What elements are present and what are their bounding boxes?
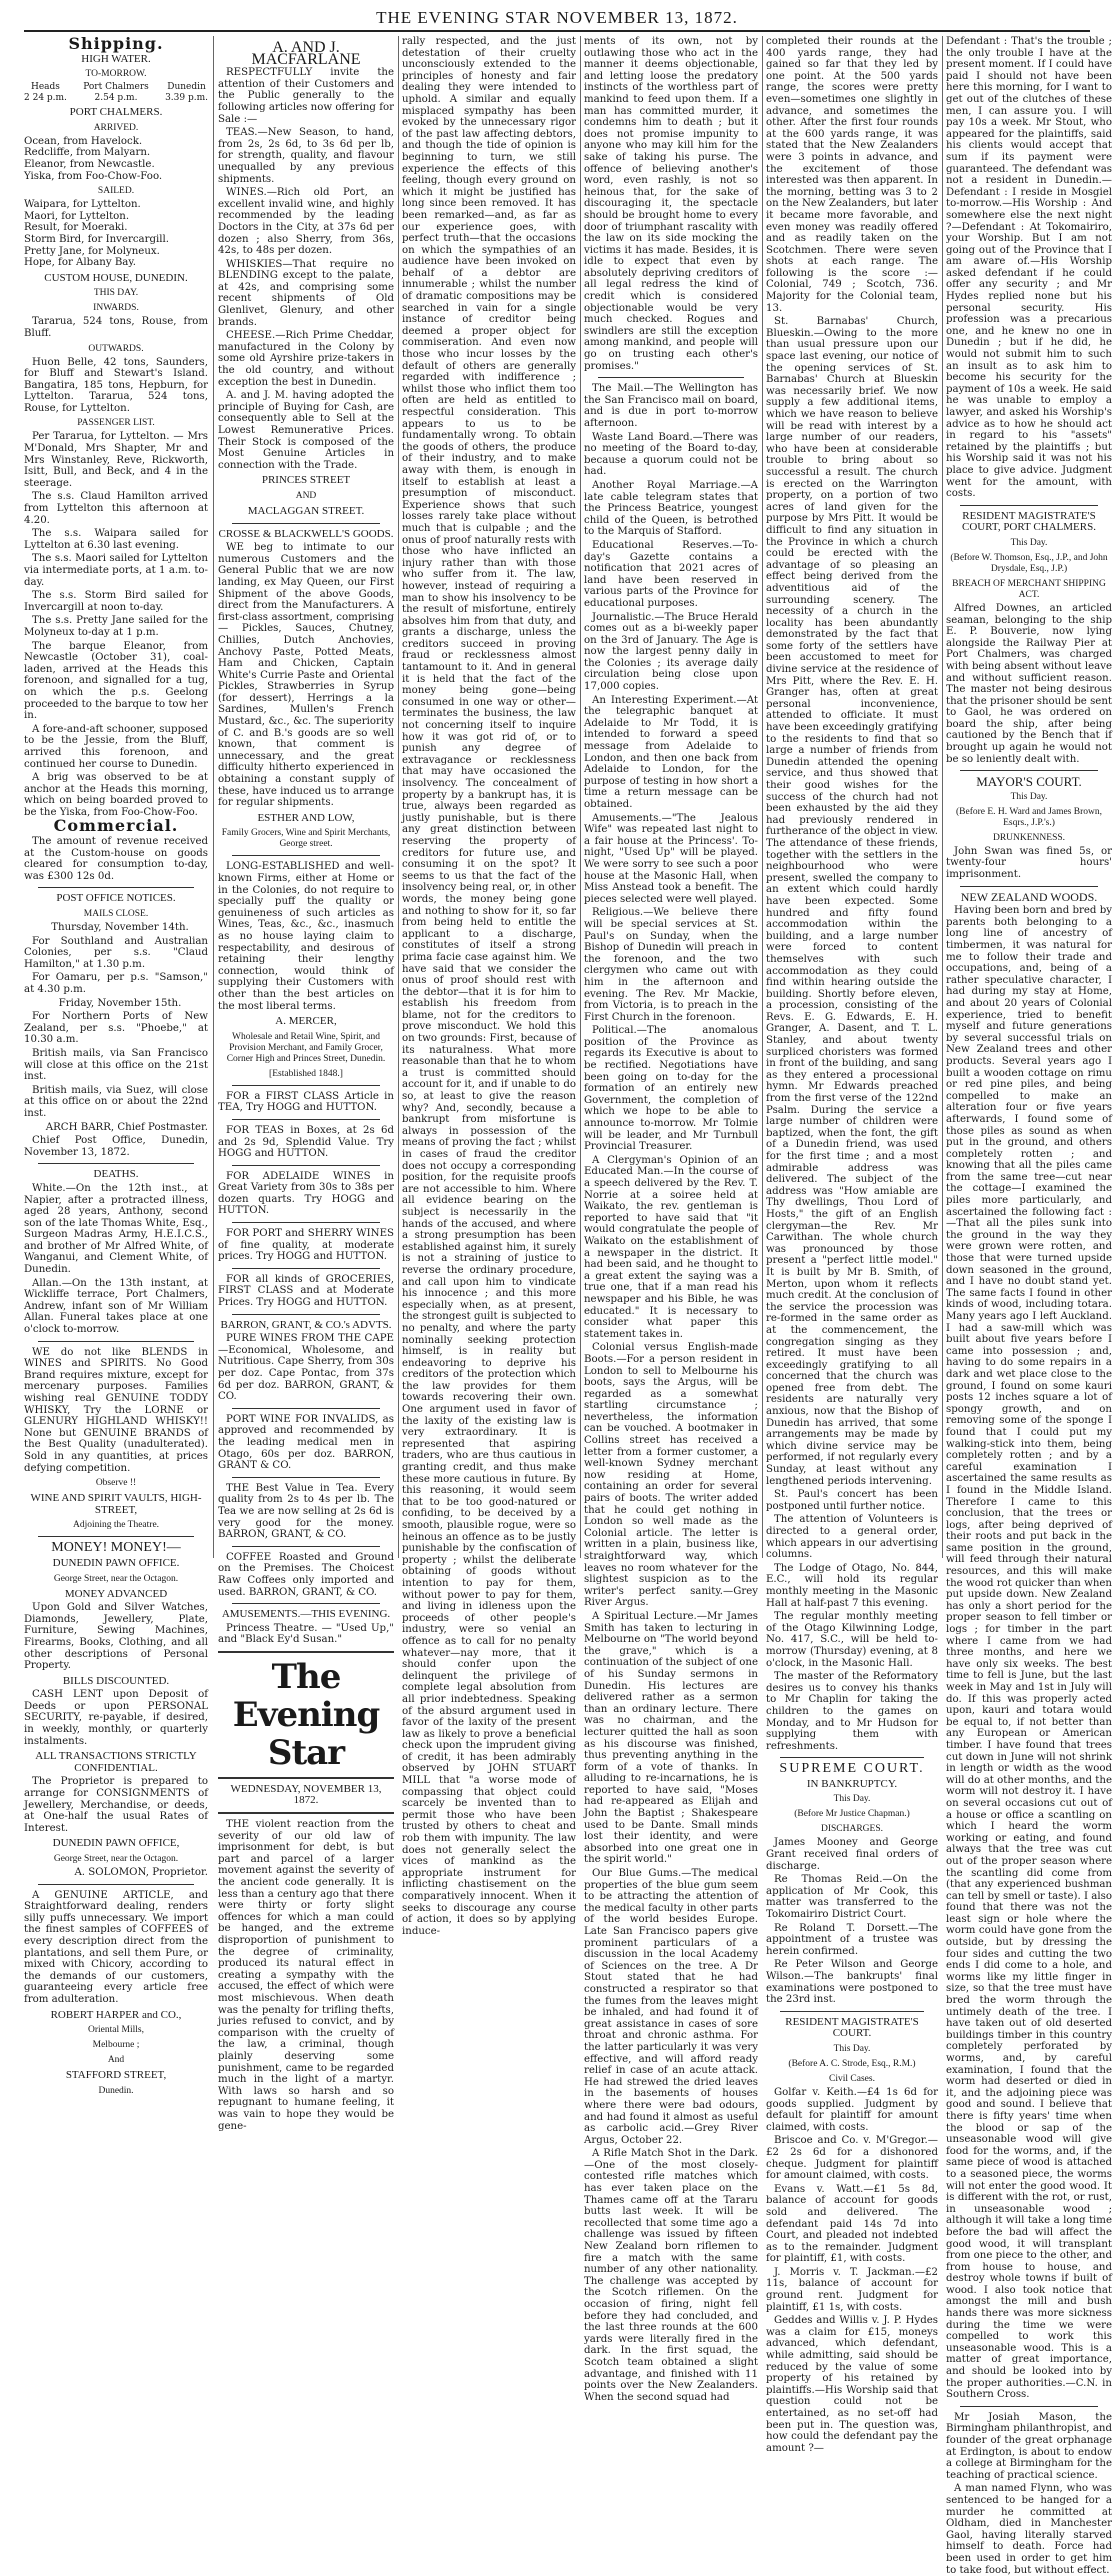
woods-text: Having been born and bred by parents both belonging to a long line of ancestry of timbermen, it was natural for me to follow their trade and occupations, and, being of a rather speculative character, I had during my stay at Home, and about 20 years of Colonial experience, tried to benefit myself and future generations by several successful trials on New Zealand trees and other products. Several years ago I built a wooden cottage on rimu or red pine piles, and being compelled to make an alteration four or five years afterwards, I found some of those piles as sound as when put in the ground, and others completely rotten ; and knowing that all the piles came from the same tree—cut near the cottage—I examined the piles more particularly, and ascertained the following fact :—That all the piles sunk into the ground in the way they were grown were rotten, and those that were turned upside down seasoned in the ground, and I have no doubt stand yet. The same facts I found in other kinds of wood, including totara. Many years ago I left Auckland. I had a saw-mill which was built about five years before I came into possession ; and, having to do some repairs in a dark and wet place close to the ground, I found on some kauri posts 12 inches square a lot of spongy growth, and on removing some of the sponge I found that I could put my walking-stick into them, being completely rotten ; and by a careful examination I ascertained the same results as I found in the Middle Island. Therefore I came to this conclusion, that the trees or logs, after being deprived of their roots and put back in the same position in the ground, will feed through their natural resources, and this will make the wood rot quicker than when put upside down. New Zealand has only a short period for the proper season to fell timber or logs ; for timber in the part where I came from we had three months, and here we have only six weeks. The best time to fell is June, but the last week in May and 1st in July will do. If this was properly acted upon, kauri and totara would be equal to, if not better than any European or American timber. I have found that trees cut down in June will not shrink in length or width as the wood will do at other months, and the worm will not destroy it. I have on several occasions cut out of a house or office a scantling on which I heard the worm working or eating, and found always that the tree was cut out of the proper season where the scantling did come from (that any experienced bushman can tell by smell or taste). I also found that there was not the least sign or hole where the worm could have gone from the outside, but by dressing the four sides and cutting the two ends I did come to a hole, and worms like my little finger in size, so that the tree must have bred the worm through the untimely death of the tree. I have taken out of old deserted buildings timber in this country completely perforated by worms, and, by careful examination, I found that the worm had deserted or died in it, and the adjoining piece was good and sound. I believe that there is fifty years' time when the blood or sap of the unseasonable wood will give food for the worms, and, if the same piece of wood is attached to a seasoned piece, the worms will not enter the good wood. It is different with the rot, or rust, in unseasonable wood ; although it will take a long time before the bad will affect the good wood, it will transplant from one piece to the other, and from house to house, and destroy whole towns if built of wood. I also took notice that amongst the mill and bush hands there was more sickness during the time we were compelled to work this unseasonable wood. This is a matter of great importance, and should be looked into by the proper authorities.—C.N. in Southern Cross. xyxy=(946,905,1113,2401)
barnabas-article: St. Barnabas' Church, Blueskin.—Owing to the more than usual pressure upon our space last evening, our notice of the opening services of St. Barnabas' Church at Blueskin was necessarily brief. We now supply a few additional items, which we have reason to believe will be read with interest by a large number of our readers, who have been at considerable trouble to bring about so successful a result. The church is erected on the Warrington property, on a portion of two acres of land given for the purpose by Mrs Pitt. It would be difficult to find any situation in the Province in which a church could be erected with the advantage of so pleasing an effect being derived from the adventitious aid of the surrounding scenery. The necessity of a church in the locality has been abundantly demonstrated by the fact that some forty of the settlers have been accustomed to meet for divine service at the residence of Mrs Pitt, where the Rev. E. H. Granger has, often at great personal inconvenience, attended to officiate. It must have been exceedingly gratifying to the residents to find that so large a number of friends from Dunedin attended the opening service, and thus showed that their good wishes for the success of the church had not been exhausted by the aid they had previously rendered in furtherance of the object in view. The attendance of these friends, together with the settlers in the neighbourhood who were present, swelled the company to an extent which could hardly have been expected. Some hundred and fifty found accommodation within the building, and a large number were forced to content themselves with such accommodation as they could find within hearing outside the building. Shortly before eleven, a procession, consisting of the Revs. E. G. Edwards, E. H. Granger, A. Dasent, and T. L. Stanley, and about twenty surpliced choristers was formed in front of the building, and sang as they entered a processional hymn. Mr Edwards preached from the first verse of the 122nd Psalm. During the service a large number of children were baptized, when the font, the gift of a Dunedin friend, was used for the first time ; and a most admirable address was delivered. The subject of the address was "How amiable are Thy dwellings, Thou Lord of Hosts," the gift of an English clergyman—the Rev. Mr Carwithan. The whole church was pronounced by those present a "perfect little model." It is built by Mr B. Smith, of Merton, upon whom it reflects much credit. At the conclusion of the service the procession was re-formed in the same order as at the commencement, the congregation singing as they retired. It must have been exceedingly gratifying to all concerned that the church was opened free from debt. The residents are naturally very anxious, now that the Bishop of Dunedin has arrived, that some arrangements may be made by which divine service may be performed, if not regularly every Sunday, at least without any lengthened periods intervening. xyxy=(766,316,938,1487)
shipping-note: A fore-and-aft schooner, supposed to be the Jessie, from the Bluff, arrived this forenoon, and continued her course to Dunedin. xyxy=(24,723,208,770)
macfarlane-outro: A. and J. M. having adopted the principle of Buying for Cash, are consequently able to Sell at the Lowest Remunerative Prices. Their Stock is composed of the Most Genuine Articles in connection with the Trade. xyxy=(218,390,394,471)
column-4 xyxy=(584,36,758,2403)
adjoining-label: Adjoining the Theatre. xyxy=(72,1520,160,1531)
divider xyxy=(232,1268,380,1269)
editorial-text: THE violent reaction from the severity of our old law of imprisonment for debt, is but part and parcel of a larger movement against the severity of the ancient code generally. It is less than a century ago that there were thirty or forty slight offences for which a man could be hanged, and the extreme disproportion of punishment to the degree of criminality, produced its natural effect in creating a sympathy with the accused, the effect of which were most mischievous. When death was the penalty for trifling thefts, juries refused to convict, and by comparison with the cruelty of the law, a criminal, though plainly deserving some punishment, came to be regarded much in the light of a martyr. With laws so harsh and so repugnant to humane feeling, it was vain to hope they would be gene- xyxy=(218,1819,394,2132)
list-item: Pretty Jane, for Molyneux. xyxy=(24,245,160,257)
divider xyxy=(232,1085,380,1086)
masthead: THE EVENING STAR NOVEMBER 13, 1872. xyxy=(376,8,738,27)
arrived-heading: ARRIVED. xyxy=(93,122,139,133)
melbourne-label: Melbourne ; xyxy=(92,2040,140,2051)
news-item: Colonial versus English-made Boots.—For a person resident in London to sell to Melbourne his boots, says the Argus, will be regarded as a somewhat startling circumstance ; nevertheless, the information can be vouched. A bootmaker in Collins street has received a letter from a former customer, a well-known Sydney merchant now residing at Home, containing an order for several pairs of boots. The writer added that he could get nothing in London so well made as the Colonial article. The letter is written in a plain, business like, straightforward way, which leaves no room whatever for the slightest suspicion as to the writer's perfect sanity.—Grey River Argus. xyxy=(584,1342,758,1609)
stafford-street: STAFFORD STREET, xyxy=(65,2069,167,2082)
editorial-continued: rally respected, and the just detestation of their cruelty unconsciously extended to the principles of honesty and fair dealing they were intended to uphold. A similar and equally misplaced sympathy has been evoked by the unnecessary rigor of the past law affecting debtors, and though the tide of opinion is beginning to turn, we still experience the effects of this feeling, though every ground on which it might be justified has long since been removed. It has been remarked—and, as far as our experience goes, with perfect truth—that the occasions on which the sympathies of an audience have been invoked on behalf of a debtor are innumerable ; whilst the number of dramatic compositions may be searched in vain for a single instance of creditor being deemed a proper object for commiseration. And even now those who incur losses by the default of others are generally regarded with indifference ; whilst those who inflict them too often are held as entitled to respectful consideration. This appears to us to be fundamentally wrong. To obtain the goods of others, the produce of their industry, and to make away with them, is enough in itself to establish at least a presumption of misconduct. Experience shows that such losses rarely take place without much that is culpable ; and the onus of proof naturally rests with those who have inflicted an injury rather than with those who suffer from it. The law, however, instead of requiring a man to show his insolvency to be the result of misfortune, entirely absolves him from that duty, and grants a discharge, unless the creditors succeed in proving fraud or recklessness almost tantamount to it. And in general it is held that the fact of the money being gone—being consumed in one way or other—terminates the business, the law not concerning itself to inquire how it was got rid of, or to punish any degree of extravagance or recklessness that may have occasioned the insolvency. The concealment of property by a bankrupt has, it is true, always been regarded as justly punishable, but is there any great distinction between reserving the property of creditors for future use, and consuming it on the spot? It seems to us that the fact of the insolvency being real, or, in other words, the money being gone and nothing to show for it, so far from being held to entitle the applicant to a discharge, constitutes of itself a strong prima facie case against him. We have said that we consider the onus of proof should rest with the debtor—that it is for him to establish his freedom from blame, not for the creditors to prove misconduct. We hold this on two grounds: First, because of its naturalness. What more reasonable than that he to whom a trust is committed should account for it, and if unable to do so, at least to give the reason why? And, secondly, because a bankrupt from misfortune is always in possession of the means of proving the fact ; whilst in cases of fraud the creditor does not occupy a corresponding position, for the requisite proofs are not accessible to him. Where all evidence bearing on the subject is necessarily in the hands of the accused, and where a strong presumption has been established against him, it surely is not a straining of justice to reverse the ordinary procedure, and call upon him to vindicate his innocence ; and this more especially when, as at present, the strongest guilt is subjected to no penalty, and where the party nominally seeking protection himself, is in reality but endeavoring to deprive his creditors of the protection which the law provides for them towards recovering their own. One argument used in favor of the laxity of the existing law is very extraordinary. It is represented that aspiring traders, who are thus cautious in granting credit, and thus make these more cautious in future. By this reasoning, it would seem that to be too good-natured or confiding, to be deceived by a smooth, plausible rogue, were so heinous an offence as to be justly punishable by the confiscation of property ; whilst the deliberate obtaining of goods without intention to pay for them, without power to pay for them, and living in idleness upon the proceeds of other people's industry, were so venial an offence as to call for no penalty whatever—nay more, that it should confer upon the delinquent the privilege of complete legal absolution from all prior indebtedness. Speaking of the absurd argument used in favor of the laxity of the present law as likely to prove a beneficial check upon the imprudent giving of credit, it has been admirably observed by JOHN STUART MILL that "a worse mode of compassing that object could scarcely be invented than to permit those who have been trusted by others to cheat and rob them with impunity. The law does not generally select the vices of mankind as the appropriate instrument for inflicting chastisement on the comparatively innocent. When it seeks to discourage any course of action, it does so by applying induce- xyxy=(402,36,576,1937)
commercial-heading: Commercial. xyxy=(53,816,179,836)
list-item: Hope, for Albany Bay. xyxy=(24,257,137,269)
list-item: Result, for Moeraki. xyxy=(24,222,128,234)
nameplate: The Evening Star xyxy=(232,1656,380,1773)
mail-line: For Oamaru, per p.s. "Samson," at 4.30 p.m. xyxy=(24,972,208,995)
mayors-court-heading: MAYOR'S COURT. xyxy=(976,774,1082,790)
news-item: The Mail.—The Wellington has the San Francisco mail on board, and is due in port to-morrow afternoon. xyxy=(584,383,758,429)
divider xyxy=(780,1757,924,1758)
barron-ad: PORT WINE FOR INVALIDS, as approved and recommended by the leading medical men in Otago, 60s per doz. BARRON, GRANT & CO. xyxy=(218,1413,394,1472)
mayors-this-day: This Day. xyxy=(1010,791,1048,802)
high-water-heading: HIGH WATER. xyxy=(81,52,151,65)
divider xyxy=(38,1163,194,1164)
pawn-address-2: George Street, near the Octagon. xyxy=(53,1854,179,1864)
column-divider xyxy=(213,36,214,1558)
court-case: Geddes and Willis v. J. P. Hydes was a claim for £15, moneys advanced, which defendant, while admitting, said should be reduced by the value of some property of his retained by plaintiffs.—His Worship said that question could not be entertained, as no set-off had been put in. The question was, how could the defendant pay the amount ?— xyxy=(766,2315,938,2454)
macfarlane-heading: A. AND J. MACFARLANE xyxy=(251,39,361,68)
customs-heading: CUSTOM HOUSE, DUNEDIN. xyxy=(44,271,188,284)
court-case: Briscoe and Co. v. M'Gregor.—£2 2s 6d for a dishonored cheque. Judgment for plaintiff for amount claimed, with costs. xyxy=(766,2135,938,2182)
princes-street: PRINCES STREET xyxy=(261,474,351,487)
and-label: AND xyxy=(295,490,317,501)
shipping-note: The s.s. Claud Hamilton arrived from Lyttelton this afternoon at 4.20. xyxy=(24,491,208,526)
amusements-heading: AMUSEMENTS.—THIS EVENING. xyxy=(221,1608,391,1621)
death-notice: Allan.—On the 13th instant, at Wickliffe terrace, Port Chalmers, Andrew, infant son of Mr William Allan. Funeral takes place at one o'clock to-morrow. xyxy=(24,1277,208,1336)
confidential-heading: ALL TRANSACTIONS STRICTLY CONFIDENTIAL. xyxy=(35,1750,197,1774)
deaths-heading: DEATHS. xyxy=(93,1168,139,1181)
and-label: And xyxy=(107,2055,125,2066)
divider xyxy=(38,1536,194,1537)
news-item: Another Royal Marriage.—A late cable telegram states that the Princess Beatrice, youngest child of the Queen, is betrothed to the Marquis of Stafford. xyxy=(584,479,758,538)
divider xyxy=(218,1812,394,1814)
hogg-ad: FOR PORT and SHERRY WINES of fine quality, at moderate prices. Try HOGG and HUTTON. xyxy=(218,1228,394,1263)
post-date: Chief Post Office, Dunedin, November 13, 1872. xyxy=(24,1135,208,1158)
wine-vaults-heading: WINE AND SPIRIT VAULTS, HIGH-STREET, xyxy=(30,1492,202,1516)
mercer-subtitle: Wholesale and Retail Wine, Spirit, and Provision Merchant, and Family Grocer, Corner High and Princes Street, Dunedin. xyxy=(226,1031,386,1064)
discharge-item: Re Peter Wilson and George Wilson.—The bankrupts' final examinations were postponed to the 23rd inst. xyxy=(766,1959,938,2006)
court-case: Golfar v. Keith.—£4 1s 6d for goods supplied. Judgment by default for plaintiff for amount claimed, with costs. xyxy=(766,2086,938,2133)
pc-before: (Before W. Thomson, Esq., J.P., and John Drysdale, Esq., J.P.) xyxy=(950,552,1108,574)
pawn-text: Upon Gold and Silver Watches, Diamonds, Jewellery, Plate, Furniture, Sewing Machines, Firearms, Books, Clothing, and all other descriptions of Personal Property. xyxy=(24,1602,208,1672)
breach-text: Alfred Downes, an articled seaman, belonging to the ship E. P. Bouverie, now lying alongside the Railway Pier at Port Chalmers, was charged with being absent without leave and without sufficient reason. The master not being desirous that the prisoner should be sent to Gaol, he was ordered on board the ship, after being cautioned by the Bench that if brought up again he would not be so leniently dealt with. xyxy=(946,602,1112,765)
mail-line: Friday, November 15th. xyxy=(58,997,182,1009)
divider xyxy=(960,505,1098,506)
money-advanced-heading: MONEY ADVANCED xyxy=(64,1587,168,1600)
divider xyxy=(232,523,380,524)
mayors-before: (Before E. H. Ward and James Brown, Esqrs., J.P.'s.) xyxy=(955,806,1102,828)
list-item: Waipara, for Lyttelton. xyxy=(24,199,141,211)
column-divider xyxy=(762,36,763,1558)
postmaster-signature: ARCH BARR, Chief Postmaster. xyxy=(45,1121,208,1133)
column-divider xyxy=(398,36,399,1558)
hogg-ad: FOR a FIRST CLASS Article in TEA, Try HOGG and HUTTON. xyxy=(218,1090,394,1114)
pawn-address: George Street, near the Octagon. xyxy=(53,1573,179,1584)
this-day-label: THIS DAY. xyxy=(93,288,139,299)
divider xyxy=(232,1477,380,1478)
mail-line: Thursday, November 14th. xyxy=(51,922,189,934)
sailed-list xyxy=(24,199,208,269)
dunedin-label: Dunedin. xyxy=(98,2085,134,2096)
column-divider xyxy=(580,36,581,1558)
mail-line: For Southland and Australian Colonies, per s.s. "Claud Hamilton," at 1.30 p.m. xyxy=(24,935,208,970)
macfarlane-item: WINES.—Rich old Port, an excellent invalid wine, and highly recommended by the leading Doctors in the City, at 37s 6d per dozen ; also Sherry, from 36s, 42s, to 48s per dozen. xyxy=(218,187,394,257)
hogg-ad: FOR TEAS in Boxes, at 2s 6d and 2s 9d, Splendid Value. Try HOGG and HUTTON. xyxy=(218,1124,394,1160)
passenger-text: Per Tararua, for Lyttelton. — Mrs M'Donald, Mrs Shapter, Mr and Mrs Winstanley, Reve, Rickworth, Isitt, Bull, and Beck, and 4 in the steerage. xyxy=(24,431,208,489)
proprietor-text: The Proprietor is prepared to arrange for CONSIGNMENTS of Jewellery, Merchandise, or deeds, at One-half the usual Rates of Interest. xyxy=(24,1776,208,1834)
commercial-text: The amount of revenue received at the Custom-house on goods cleared for consumption to-day, was £300 12s 0d. xyxy=(24,836,208,882)
shipping-note: The s.s. Storm Bird sailed for Invercargill at noon to-day. xyxy=(24,590,208,613)
hogg-ad: FOR all kinds of GROCERIES, FIRST CLASS and at Moderate Prices. Try HOGG and HUTTON. xyxy=(218,1273,394,1309)
harper-name: ROBERT HARPER and CO., xyxy=(50,2008,182,2021)
drunk-text: John Swan was fined 5s, or twenty-four hours' imprisonment. xyxy=(946,845,1112,881)
shipping-note: A brig was observed to be at anchor at the Heads this morning, which on being boarded proved to be the Yiska, from Foo-Chow-Foo. xyxy=(24,772,208,818)
news-item: A Rifle Match Shot in the Dark.—One of the most closely-contested rifle matches which has ever taken place on the Thames came off at the Tararu butts last week. It will be recollected that some time ago a challenge was issued by fifteen New Zealand born riflemen to fire a match with the same number of any other nationality. The challenge was accepted by the Scotch riflemen. On the occasion of firing, night fell before they had concluded, and the last three rounds at the 600 yards were literally fired in the dark. In the first squad, the Scotch team obtained a slight advantage, and finished with 11 points over the New Zealanders. When the second squad had xyxy=(584,2148,758,2403)
court-case: J. Morris v. T. Jackman.—£2 11s, balance of account for ground rent. Judgment for plaintiff, £1 1s, with costs. xyxy=(766,2266,938,2313)
news-note: St. Paul's concert has been postponed until further notice. xyxy=(766,1489,938,1512)
divider xyxy=(960,2406,1098,2407)
bills-heading: BILLS DISCOUNTED. xyxy=(62,1674,170,1687)
masthead-rule xyxy=(24,30,1090,32)
mercer-text: LONG-ESTABLISHED and well-known Firms, either at Home or in the Colonies, do not require to specially puff the quality or genuineness of such articles as Wines, Teas, &c., &c., inasmuch as no house laying claim to respectability, and desirous of retaining their lengthy connection, would think of supplying their Customers with other than the best articles on the most liberal terms. xyxy=(218,861,394,1012)
divider xyxy=(218,1777,394,1779)
news-item: A Spiritual Lecture.—Mr James Smith has taken to lecturing in Melbourne on "The world beyond the grave," which is a continuation of the subject of one of his Sunday sermons in Dunedin. His lectures are delivered rather as a sermon than an ordinary lecture. There was no chairman, and the lecturer quitted the hall as soon as his discourse was finished, thus preventing anything in the form of a vote of thanks. In alluding to re-incarnations, he is reported to have said, "Moses had re-appeared as Elijah and John the Baptist ; Shakespeare used to be Dante. Small minds lost their identity, and were absorbed into one great one in the spirit world." xyxy=(584,1610,758,1866)
death-notice: White.—On the 12th inst., at Napier, after a protracted illness, aged 28 years, Anthony, second son of the late Thomas White, Esq., Surgeon Madras Army, H.E.I.C.S., and brother of Mr Alfred White, of Wanganui, and Clement White, of Dunedin. xyxy=(24,1182,208,1276)
supreme-court-heading: SUPREME COURT. xyxy=(779,1761,925,1777)
barron-ad: THE Best Value in Tea. Every quality from 2s to 4s per lb. The Tea we are now selling at 2s 6d is very good for the money. BARRON, GRANT, & CO. xyxy=(218,1482,394,1541)
inwards-heading: INWARDS. xyxy=(93,303,139,314)
news-note: The attention of Volunteers is directed to a general order, which appears in our advertising columns. xyxy=(766,1514,938,1561)
column-3 xyxy=(402,36,576,1937)
cash-lent-text: CASH LENT upon Deposit of Deeds or upon PERSONAL SECURITY, re-payable, if desired, in weekly, monthly, or quarterly instalments. xyxy=(24,1689,208,1747)
macfarlane-item: WHISKIES—That require no BLENDING except to the palate, at 42s, and comprising some recent shipments of Old Glenlivet, Glenury, and other brands. xyxy=(218,258,394,328)
news-item: Waste Land Board.—There was no meeting of the Board to-day, because a quorum could not be had. xyxy=(584,431,758,478)
tomorrow-label: TO-MORROW. xyxy=(85,69,147,80)
list-item: Ocean, from Havelock. xyxy=(24,135,143,147)
divider xyxy=(598,377,744,378)
divider xyxy=(780,2011,924,2012)
shipping-heading: Shipping. xyxy=(68,34,164,53)
hogg-ad: FOR ADELAIDE WINES in Great Variety from 30s to 38s per dozen quarts. Try HOGG and HUTTON. xyxy=(218,1170,394,1217)
shipping-note: The barque Eleanor, from Newcastle (October 31), coal-laden, arrived at the Heads this forenoon, and signalled for a tug, on which the p.s. Geelong proceeded to the barque to tow her in. xyxy=(24,640,208,722)
news-item: Amusements.—"The Jealous Wife" was repeated last night to a fair house at the Princess'. To-night, "Used Up" will be played. We were sorry to see such a poor house at the Masonic Hall, when Miss Anstead took a benefit. The pieces selected were well played. xyxy=(584,812,758,905)
tide-cell: Port Chalmers 2.54 p.m. xyxy=(83,82,149,103)
sailed-heading: SAILED. xyxy=(97,186,135,197)
news-item: An Interesting Experiment.—At the telegraphic banquet at Adelaide to Mr Todd, it is intended to forward a speed message from Adelaide to London, and then one back from Adelaide to London, for the purpose of testing in how short a time a return message can be obtained. xyxy=(584,694,758,810)
barron-ad: PURE WINES FROM THE CAPE—Economical, Wholesome, and Nutritious. Cape Sherry, from 30s per doz. Cape Pontac, from 37s 6d per doz. BARRON, GRANT, & CO. xyxy=(218,1333,394,1403)
news-item: Religious.—We believe there will be special services at St. Paul's on Sunday, when the Bishop of Dunedin will preach in the forenoon, and the two clergymen who came out with him in the afternoon and evening. The Rev. Mr Mackie, from Victoria, is to preach in the First Church in the forenoon. xyxy=(584,907,758,1023)
barron-ad: COFFEE Roasted and Ground on the Premises. The Choicest Raw Coffees only imported and used. BARRON, GRANT, & CO. xyxy=(218,1551,394,1598)
news-item: Journalistic.—The Bruce Herald comes out as a bi-weekly paper on the 3rd of January. The Age is now the largest penny daily in the Colonies ; its average daily circulation being close upon 17,000 copies. xyxy=(584,611,758,693)
tide-table xyxy=(24,82,208,103)
mail-line: British mails, via Suez, will close at this office on or about the 22nd inst. xyxy=(24,1084,208,1119)
shipping-note: The s.s. Waipara sailed for Lyttelton at 6.30 last evening. xyxy=(24,528,208,551)
before-judge: (Before Mr Justice Chapman.) xyxy=(794,1809,910,1820)
editorial-end: ments of its own, not by outlawing those who act in the manner it deems objectionable, and letting loose the predatory instincts of the worthless part of mankind to feed upon them. If a man has committed murder, it condemns him to death ; but it does not promise impunity to anyone who may kill him for the sake of taking his purse. The offence of believing another's word, even rashly, is not so heinous that, for the sake of discouraging it, the spectacle should be brought home to every door of triumphant rascality with the law on its side mocking the victims it has made. Besides, it is idle to expect that even by absolutely depriving creditors of all legal redress the kind of credit which is considered objectionable would be very much checked. Rogues and swindlers are still the exception among mankind, and people will go on trusting each other's promises." xyxy=(584,36,758,372)
divider xyxy=(232,855,380,856)
flynn-text: A man named Flynn, who was sentenced to be hanged for a murder he committed at Oldham, died in Manchester Gaol, having literally starved himself to death. Force had been used in order to get him to take food, but without effect. xyxy=(946,2483,1112,2576)
column-divider xyxy=(942,36,943,1558)
pawn-office-heading-2: DUNEDIN PAWN OFFICE, xyxy=(52,1837,180,1850)
divider xyxy=(38,887,194,888)
amusements-text: Princess Theatre. — "Used Up," and "Black Ey'd Susan." xyxy=(218,1622,394,1646)
woods-heading: NEW ZEALAND WOODS. xyxy=(960,889,1098,904)
rm-this-day: This Day. xyxy=(833,2043,871,2054)
court-case-continued: Defendant : That's the trouble ; the only trouble I have at the present moment. If I could have paid I should not have been here this morning, for I want to get out of the clutches of these men, I can assure you. I will pay 10s a week. Mr Stout, who appeared for the plaintiffs, said his clients would accept that sum if its payment were guaranteed. The defendant was not a resident in Dunedin.—Defendant : I reside in Mosgiel to-morrow.—His Worship : And somewhere else the next night ?—Defendant : At Tokomairiro, your Worship. But I am not going out of the Province that I am aware of.—His Worship asked defendant if he could offer any security ; and Mr Hydes replied none but his personal security. His profession was a precarious one, and he knew no one in Dunedin ; but if he did, he would not submit him to such an insult as to ask him to become his security for the payment of 10s a week. He said he was unable to employ a lawyer, and asked his Worship's advice as to how he should act in regard to his "assets" retained by the plaintiffs ; but his Worship said it was not his place to give advice. Judgment went for the amount, with costs. xyxy=(946,36,1112,500)
outwards-text: Huon Belle, 42 tons, Saunders, for Bluff and Stewart's Island. Bangatira, 185 tons, Hepburn, for Lyttelton. Tararua, 524 tons, Rouse, for Lyttelton. xyxy=(24,356,208,414)
divider xyxy=(232,1119,380,1120)
bankruptcy-heading: IN BANKRUPTCY. xyxy=(806,1777,898,1790)
news-item: A Clergyman's Opinion of an Educated Man.—In the course of a speech delivered by the Rev. T. Norrie at a soiree held at Waikato, the rev. gentleman is reported to have said that "it would congratulate the people of Waikato on the establishment of a newspaper in the district. It had been said, and he thought to a great extent the saying was a true one, that if a man read his newspaper and his Bible, he was educated." It is necessary to consider what paper this statement takes in. xyxy=(584,1154,758,1340)
tide-cell: Heads 2 24 p.m. xyxy=(24,82,67,103)
maclaggan-street: MACLAGGAN STREET. xyxy=(247,504,365,517)
rm-court-heading: RESIDENT MAGISTRATE'S COURT. xyxy=(785,2015,919,2040)
macfarlane-intro: RESPECTFULLY invite the attention of their Customers and the Public generally to the following articles now offering for Sale :— xyxy=(218,67,394,125)
court-case: Evans v. Watt.—£1 5s 8d, balance of account for goods sold and delivered. The defendant paid 14s 7d into Court, and pleaded not indebted as to the remainder. Judgment for plaintiff, £1, with costs. xyxy=(766,2183,938,2265)
list-item: Eleanor, from Newcastle. xyxy=(24,158,155,170)
list-item: Maori, for Lyttelton. xyxy=(24,210,130,222)
money-heading: MONEY! MONEY!— xyxy=(51,1540,181,1556)
proprietor-name: A. SOLOMON, Proprietor. xyxy=(74,1867,208,1878)
issue-date: WEDNESDAY, NOVEMBER 13, 1872. xyxy=(230,1782,382,1807)
discharge-item: Re Thomas Reid.—On the application of Mr Cook, this matter was transferred to the Tokomairiro District Court. xyxy=(766,1874,938,1921)
column-6 xyxy=(946,36,1113,2576)
shipping-note: The s.s. Maori sailed for Lyttelton via intermediate ports, at 1 a.m. to-day. xyxy=(24,553,208,588)
esther-name: ESTHER AND LOW, xyxy=(257,811,355,824)
discharge-item: Re Roland T. Dorsett.—The appointment of a trustee was herein confirmed. xyxy=(766,1922,938,1957)
macfarlane-item: CHEESE.—Rich Prime Cheddar, manufactured in the Colony by some old Ayrshire prize-takers in the old country, and without exception the best in Dunedin. xyxy=(218,330,394,388)
list-item: Redcliffe, from Malyarn. xyxy=(24,147,151,159)
divider xyxy=(232,1546,380,1547)
divider xyxy=(232,1165,380,1166)
shipping-note: The s.s. Pretty Jane sailed for the Molyneux to-day at 1 p.m. xyxy=(24,615,208,638)
news-note: The regular monthly meeting of the Otago Kilwinning Lodge, No. 417, S.C., will be held to-morrow (Thursday) evening, at 8 o'clock, in the Masonic Hall. xyxy=(766,1611,938,1669)
mail-line: For Northern Ports of New Zealand, per s.s. "Phoebe," at 10.30 a.m. xyxy=(24,1011,208,1046)
divider xyxy=(38,1884,194,1885)
column-2 xyxy=(218,36,394,2132)
mail-line: British mails, via San Francisco will close at this office on the 21st inst. xyxy=(24,1047,208,1083)
barron-heading: BARRON, GRANT, & CO.'s ADVTS. xyxy=(220,1318,392,1331)
drunkenness-heading: DRUNKENNESS. xyxy=(992,832,1066,843)
divider xyxy=(38,1341,194,1342)
breach-heading: BREACH OF MERCHANT SHIPPING ACT. xyxy=(952,578,1106,600)
wine-ad-text: WE do not like BLENDS in WINES and SPIRITS. No Good Brand requires mixture, except for mercenary purposes. Families wishing real GENUINE TODDY WHISKY, Try the LORNE or GLENURY HIGHLAND WHISKY!! None but GENUINE BRANDS of the Best Quality (unadulterated). Sold in any quantities, at prices defying competition. xyxy=(24,1346,208,1474)
inwards-text: Tararua, 524 tons, Rouse, from Bluff. xyxy=(24,316,208,339)
news-item: Our Blue Gums.—The medical properties of the blue gum seem to be attracting the attention of the medical faculty in other parts of the world besides Europe. Late San Francisco papers give prominent particulars of a discussion in the local Academy of Sciences on the tree. A Dr Stout stated that he had constructed a respirator so that the fumes from the leaves might be inhaled, and had found it of great assistance in cases of sore throat and chronic asthma. For the latter particularly it was very effective, and will afford ready relief in case of an acute attack. He had strewed the dried leaves in the basements of houses where there were bad odours, and had found it almost as useful as carbolic acid.—Grey River Argus, October 22. xyxy=(584,1868,758,2146)
divider xyxy=(232,1314,380,1315)
this-day-label: This Day. xyxy=(833,1794,871,1805)
crosse-heading: CROSSE & BLACKWELL'S GOODS. xyxy=(218,527,394,540)
news-note: The Lodge of Otago, No. 844, E.C., will hold its regular monthly meeting in the Masonic Hall at half-past 7 this evening. xyxy=(766,1562,938,1609)
news-note: The master of the Reformatory desires us to convey his thanks to Mr Chaplin for taking the children to the games on Monday, and to Mr Hudson for supplying them with refreshments. xyxy=(766,1671,938,1752)
divider xyxy=(232,1222,380,1223)
oriental-mills: Oriental Mills, xyxy=(88,2025,144,2036)
pawn-office-heading: DUNEDIN PAWN OFFICE. xyxy=(52,1556,180,1569)
divider xyxy=(232,1603,380,1604)
news-item: Political.—The anomalous position of the Province as regards its Executive is about to be rectified. Negotiations have been going on to-day for the formation of an entirely new Government, the completion of which we hope to be able to announce to-morrow. Mr Tolmie will be leader, and Mr Turnbull Provincial Treasurer. xyxy=(584,1025,758,1153)
divider xyxy=(218,1651,394,1653)
news-item: Educational Reserves.—To-day's Gazette contains a notification that 2021 acres of land have been reserved in various parts of the Province for educational purposes. xyxy=(584,539,758,609)
mercer-name: A. MERCER, xyxy=(275,1015,337,1028)
passenger-heading: PASSENGER LIST. xyxy=(77,418,155,429)
genuine-ad-text: A GENUINE ARTICLE, and Straightforward dealing, renders silly puffs unnecessary. We import the finest samples of COFFEES of every description direct from the plantations, and sell them Pure, or mixed with Chicory, according to the demands of our customers, guaranteeing every article free from adulteration. xyxy=(24,1889,208,2005)
rifle-match-continued: completed their rounds at the 400 yards range, they had gained so far that they led by one point. At the 500 yards range, the scores were pretty even—sometimes one slightly in advance, and sometimes the other. After the first four rounds at the 600 yards range, it was stated that the New Zealanders were 3 points in advance, and the excitement of those interested was then apparent. In the morning, betting was 3 to 2 on the New Zealanders, but later it became more favorable, and even money was readily offered and as readily taken on the Scotchmen. There were seven shots at each range. The following is the score :—Colonial, 749 ; Scotch, 736. Majority for the Colonial team, 13. xyxy=(766,36,938,314)
pc-this-day: This Day. xyxy=(1010,537,1048,548)
rm-pc-heading: RESIDENT MAGISTRATE'S COURT, PORT CHALMERS. xyxy=(962,509,1096,534)
esther-subtitle: Family Grocers, Wine and Spirit Merchants, George street. xyxy=(221,828,391,850)
outwards-heading: OUTWARDS. xyxy=(88,343,144,354)
macfarlane-item: TEAS.—New Season, to hand, from 2s, 2s 6d, to 3s 6d per lb, for strength, quality, and flavour unequalled by any previous shipments. xyxy=(218,127,394,185)
column-5 xyxy=(766,36,938,2454)
discharges-heading: DISCHARGES. xyxy=(820,1824,884,1835)
crosse-text: WE beg to intimate to our numerous Customers and the General Public that we are now landing, ex May Queen, our First Shipment of the above Goods, direct from the Manufacturers. A first-class assortment, comprising— Pickles, Sauces, Chutney, Chillies, Dutch Anchovies, Anchovy Paste, Potted Meats, Ham and Chicken, Captain White's Currie Paste and Oriental Pickles, Strawberries in Syrup (for dessert), Herrings a la Sardines, Mullen's French Mustard, &c., &c. The superiority of C. and B.'s goods are so well known, that comment is unnecessary, and the great difficulty hitherto experienced in obtaining a constant supply of these, have induced us to arrange for regular shipments. xyxy=(218,542,394,809)
port-chalmers-heading: PORT CHALMERS. xyxy=(69,106,163,119)
observe-label: Observe !! xyxy=(95,1478,137,1489)
divider xyxy=(232,1408,380,1409)
established-label: [Established 1848.] xyxy=(269,1068,343,1079)
civil-cases-heading: Civil Cases. xyxy=(829,2073,875,2084)
arrived-list xyxy=(24,136,208,182)
list-item: Storm Bird, for Invercargill. xyxy=(24,233,170,245)
mails-close-heading: MAILS CLOSE. xyxy=(83,909,149,920)
divider xyxy=(960,886,1098,887)
rm-before: (Before A. C. Strode, Esq., R.M.) xyxy=(788,2058,916,2069)
tide-cell: Dunedin 3.39 p.m. xyxy=(165,82,208,103)
post-office-heading: POST OFFICE NOTICES. xyxy=(56,892,176,905)
birmingham-text: Mr Josiah Mason, the Birmingham philanthropist, and founder of the great orphanage at Erdington, is about to endow a college at Birmingham for the teaching of practical science. xyxy=(946,2411,1112,2481)
column-1 xyxy=(24,34,208,2096)
list-item: Yiska, from Foo-Chow-Foo. xyxy=(24,170,163,182)
discharge-item: James Mooney and George Grant received final orders of discharge. xyxy=(766,1837,938,1872)
divider xyxy=(960,770,1098,771)
